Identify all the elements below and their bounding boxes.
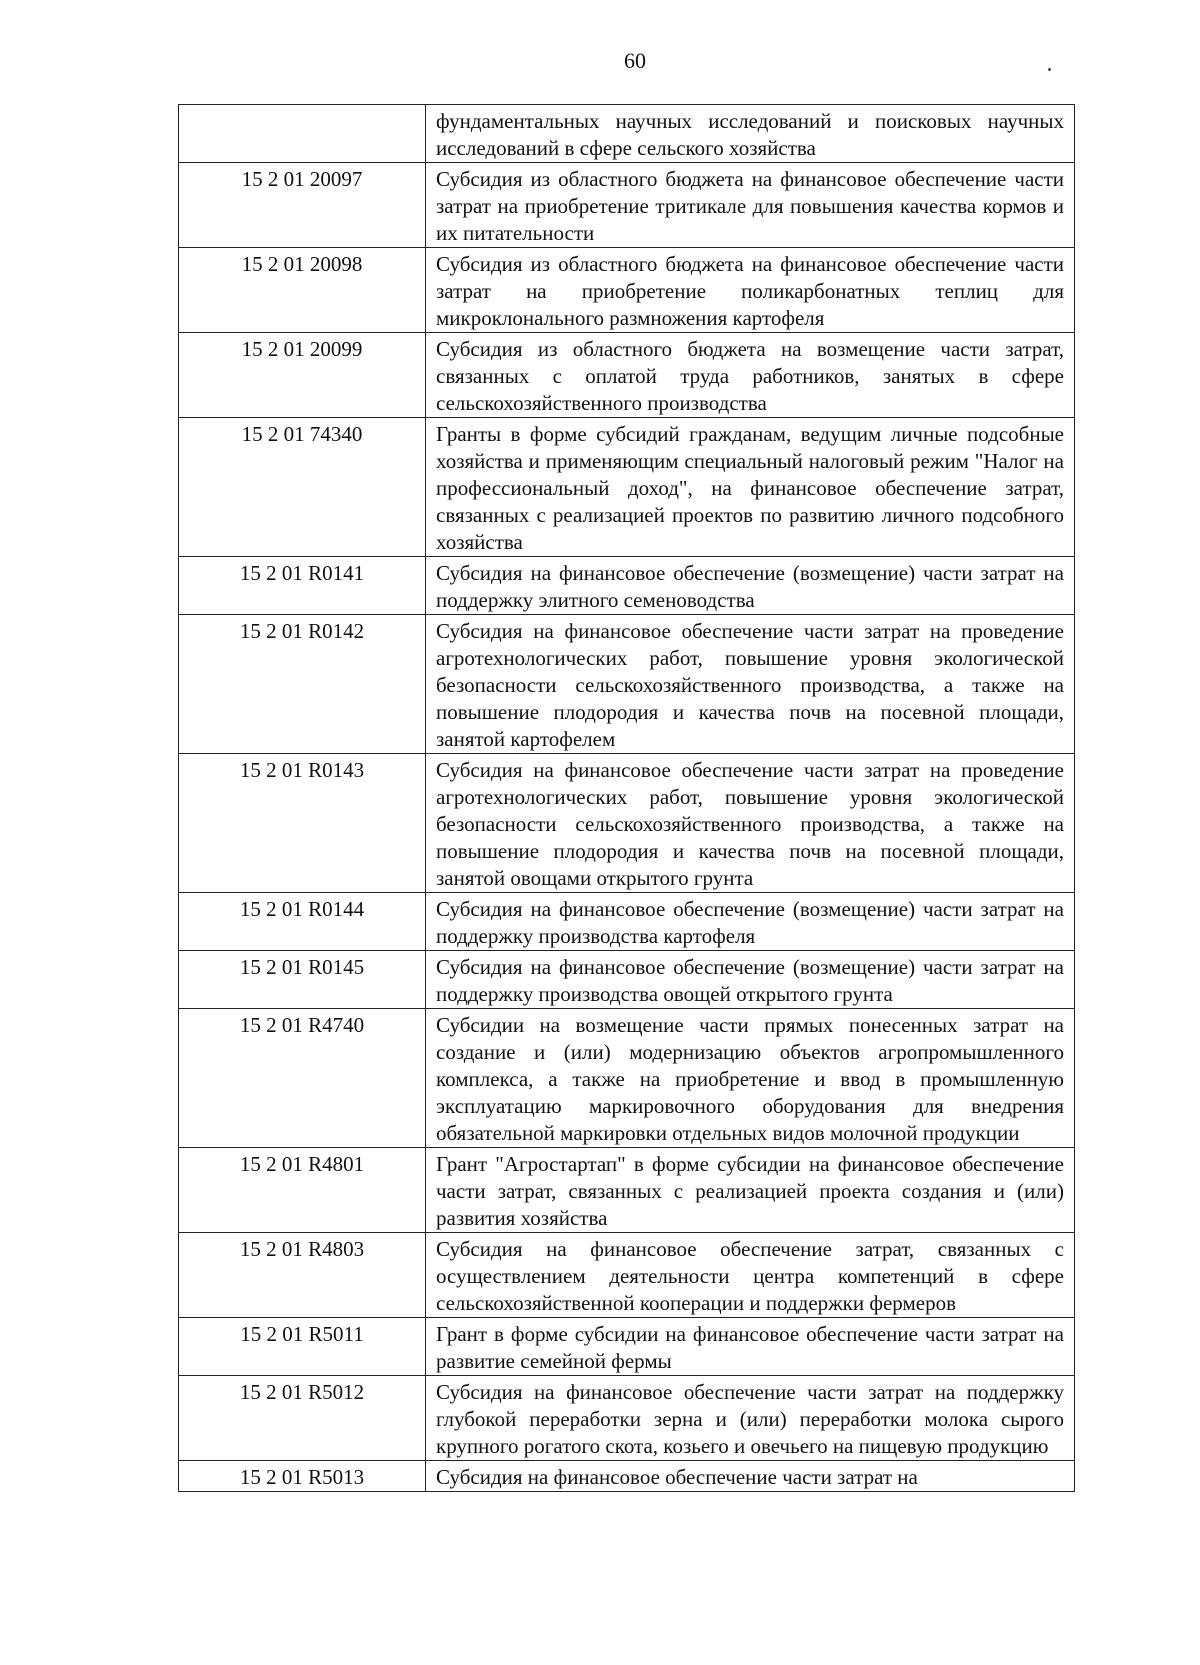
budget-code — [179, 105, 426, 163]
subsidy-description: Гранты в форме субсидий гражданам, ведущим личные подсобные хозяйства и применяющим специальный налоговый режим "Налог на профессиональный доход", на финансовое обеспечение затрат, связанных с реализацией проектов по развитию личного подсобного хозяйства — [426, 418, 1075, 557]
subsidy-description: Субсидия из областного бюджета на возмещение части затрат, связанных с оплатой труда работников, занятых в сфере сельскохозяйственного производства — [426, 333, 1075, 418]
subsidy-description: Субсидия на финансовое обеспечение части затрат на проведение агротехнологических работ, повышение уровня экологической безопасности сельскохозяйственного производства, а также на повышение плодородия и качества почв на посевной площади, занятой картофелем — [426, 615, 1075, 754]
subsidy-description: Грант в форме субсидии на финансовое обеспечение части затрат на развитие семейной фермы — [426, 1318, 1075, 1376]
page-number: 60 — [624, 48, 646, 73]
subsidy-description: Субсидия на финансовое обеспечение части затрат на поддержку глубокой переработки зерна и (или) переработки молока сырого крупного рогатого скота, козьего и овечьего на пищевую продукцию — [426, 1376, 1075, 1461]
budget-code: 15 2 01 R0142 — [179, 615, 426, 754]
table-body — [179, 105, 1075, 1492]
budget-code: 15 2 01 R5011 — [179, 1318, 426, 1376]
subsidy-description: Субсидия из областного бюджета на финансовое обеспечение части затрат на приобретение тритикале для повышения качества кормов и их питательности — [426, 163, 1075, 248]
subsidy-description: Субсидия на финансовое обеспечение (возмещение) части затрат на поддержку элитного семеноводства — [426, 557, 1075, 615]
table-row — [179, 1148, 1075, 1233]
table-row — [179, 951, 1075, 1009]
budget-code: 15 2 01 R4740 — [179, 1009, 426, 1148]
budget-code: 15 2 01 20098 — [179, 248, 426, 333]
table-row — [179, 557, 1075, 615]
budget-code: 15 2 01 R4801 — [179, 1148, 426, 1233]
subsidy-description: Субсидия на финансовое обеспечение (возмещение) части затрат на поддержку производства овощей открытого грунта — [426, 951, 1075, 1009]
table-row — [179, 333, 1075, 418]
subsidy-description: Субсидия на финансовое обеспечение части затрат на проведение агротехнологических работ, повышение уровня экологической безопасности сельскохозяйственного производства, а также на повышение плодородия и качества почв на посевной площади, занятой овощами открытого грунта — [426, 754, 1075, 893]
budget-code: 15 2 01 R0141 — [179, 557, 426, 615]
table-row — [179, 1233, 1075, 1318]
scan-speck — [1048, 68, 1051, 71]
subsidy-description: Субсидия на финансовое обеспечение части затрат на — [426, 1461, 1075, 1492]
table-row — [179, 418, 1075, 557]
table-row — [179, 615, 1075, 754]
budget-code: 15 2 01 20097 — [179, 163, 426, 248]
budget-code: 15 2 01 R0143 — [179, 754, 426, 893]
budget-code: 15 2 01 20099 — [179, 333, 426, 418]
table-row — [179, 163, 1075, 248]
budget-code: 15 2 01 74340 — [179, 418, 426, 557]
subsidy-description: Грант "Агростартап" в форме субсидии на финансовое обеспечение части затрат, связанных с реализацией проекта создания и (или) развития хозяйства — [426, 1148, 1075, 1233]
budget-code: 15 2 01 R0145 — [179, 951, 426, 1009]
table-row — [179, 1376, 1075, 1461]
table-row — [179, 1461, 1075, 1492]
table-row — [179, 248, 1075, 333]
subsidy-description: Субсидия на финансовое обеспечение затрат, связанных с осуществлением деятельности центра компетенций в сфере сельскохозяйственной кооперации и поддержки фермеров — [426, 1233, 1075, 1318]
subsidy-description: фундаментальных научных исследований и поисковых научных исследований в сфере сельского хозяйства — [426, 105, 1075, 163]
subsidy-description: Субсидия из областного бюджета на финансовое обеспечение части затрат на приобретение поликарбонатных теплиц для микроклонального размножения картофеля — [426, 248, 1075, 333]
subsidy-description: Субсидия на финансовое обеспечение (возмещение) части затрат на поддержку производства картофеля — [426, 893, 1075, 951]
budget-code: 15 2 01 R5013 — [179, 1461, 426, 1492]
budget-code-table — [178, 104, 1075, 1492]
budget-code: 15 2 01 R4803 — [179, 1233, 426, 1318]
table-row — [179, 1318, 1075, 1376]
budget-code: 15 2 01 R5012 — [179, 1376, 426, 1461]
table-row — [179, 893, 1075, 951]
table-row — [179, 754, 1075, 893]
subsidy-description: Субсидии на возмещение части прямых понесенных затрат на создание и (или) модернизацию объектов агропромышленного комплекса, а также на приобретение и ввод в промышленную эксплуатацию маркировочного оборудования для внедрения обязательной маркировки отдельных видов молочной продукции — [426, 1009, 1075, 1148]
budget-code: 15 2 01 R0144 — [179, 893, 426, 951]
table-row — [179, 1009, 1075, 1148]
table-row — [179, 105, 1075, 163]
